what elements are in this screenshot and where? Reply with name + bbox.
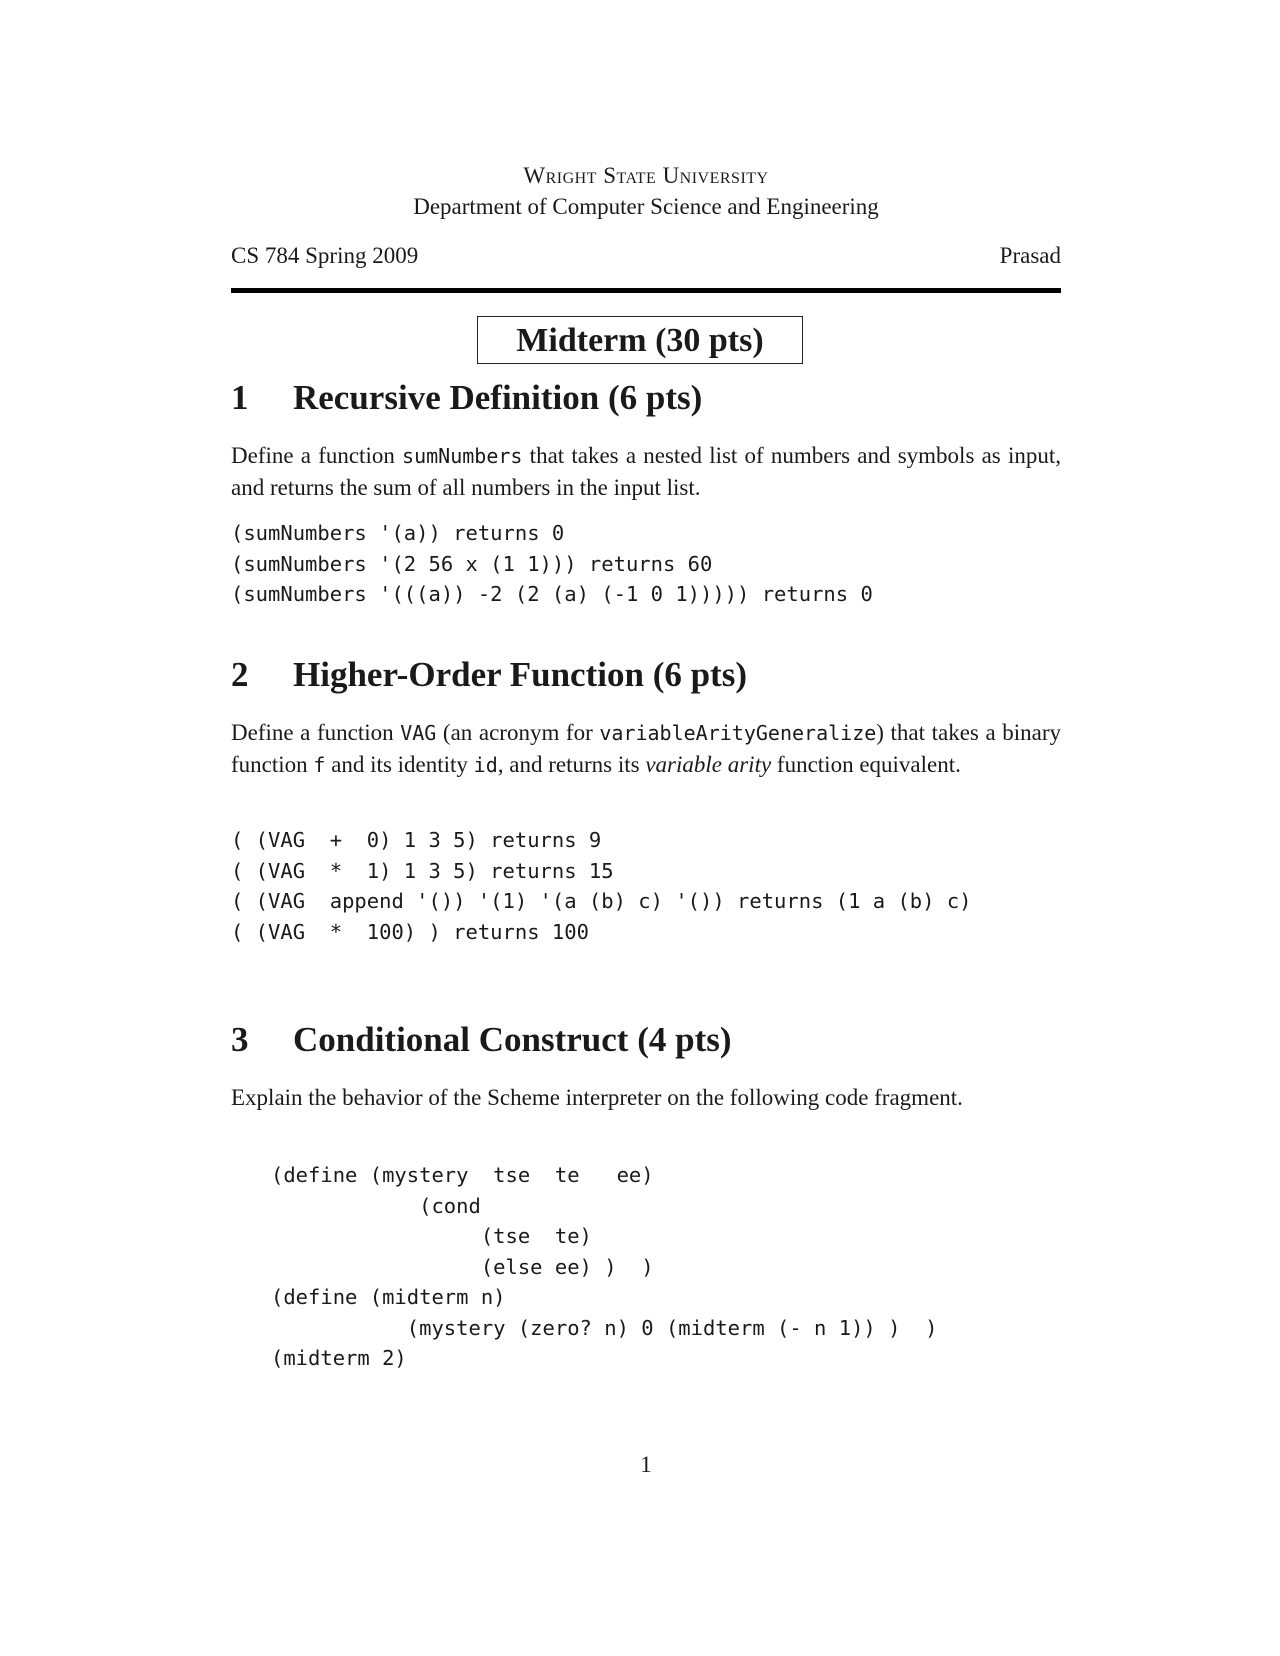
text-run: function equivalent. [771,752,961,777]
code-line: (sumNumbers '(((a)) -2 (2 (a) (-1 0 1))))) returns 0 [231,582,873,606]
code-line: (midterm 2) [271,1346,407,1370]
section-heading-3 [231,1020,732,1060]
text-run: that takes a nested list of numbers and symbols as input, and returns the sum of all numbers in the input list. [231,443,1061,500]
department-name: Department of Computer Science and Engineering [413,194,879,219]
text-run: ) that takes a binary function [231,720,1061,777]
text-run: and its identity [325,752,474,777]
section-heading-1 [231,378,702,418]
function-name: variableArityGeneralize [599,721,877,745]
code-line: ( (VAG * 1) 1 3 5) returns 15 [231,858,614,883]
instructor-name: Prasad [999,243,1061,268]
section-title: Higher-Order Function (6 pts) [293,655,747,694]
code-line: (mystery (zero? n) 0 (midterm (- n 1)) ) ) [271,1315,938,1340]
exam-title: Midterm (30 pts) [477,316,803,364]
exam-page [231,0,1061,1656]
function-name: VAG [400,721,437,745]
section-2-description [231,717,1061,781]
section-number: 3 [231,1020,249,1059]
code-line: (define (mystery tse te ee) [271,1163,654,1187]
code-line: ( (VAG append '()) '(1) '(a (b) c) '()) returns (1 a (b) c) [231,889,972,913]
parameter-name: id [473,753,498,777]
section-heading-2 [231,655,747,695]
page-number: 1 [640,1452,652,1477]
code-line: (tse te) [271,1224,592,1248]
code-line: ( (VAG * 100) ) returns 100 [231,919,589,944]
section-title: Conditional Construct (4 pts) [293,1020,732,1059]
section-2-examples [231,825,972,947]
section-1-examples [231,518,873,610]
code-line: ( (VAG + 0) 1 3 5) returns 9 [231,828,602,852]
section-number: 2 [231,655,249,694]
section-number: 1 [231,378,249,417]
code-line: (sumNumbers '(2 56 x (1 1))) returns 60 [231,551,713,576]
header-rule [231,288,1061,293]
text-run: Define a function [231,720,401,745]
function-name: sumNumbers [402,444,523,468]
university-name: Wright State University [523,163,769,188]
code-line: (define (midterm n) [271,1285,506,1309]
text-run: (an acronym for [436,720,600,745]
section-3-description [231,1082,1061,1113]
text-run: Explain the behavior of the Scheme interpreter on the following code fragment. [231,1085,963,1110]
course-label: CS 784 Spring 2009 [231,243,419,268]
section-title: Recursive Definition (6 pts) [293,378,703,417]
code-line: (sumNumbers '(a)) returns 0 [231,521,565,545]
code-line: (else ee) ) ) [271,1254,654,1279]
parameter-name: f [313,753,326,777]
section-1-description [231,440,1061,503]
text-run: Define a function [231,443,403,468]
section-3-code-fragment [271,1160,937,1374]
emphasis-text: variable arity [645,752,772,777]
text-run: , and returns its [497,752,646,777]
code-line: (cond [271,1193,481,1218]
